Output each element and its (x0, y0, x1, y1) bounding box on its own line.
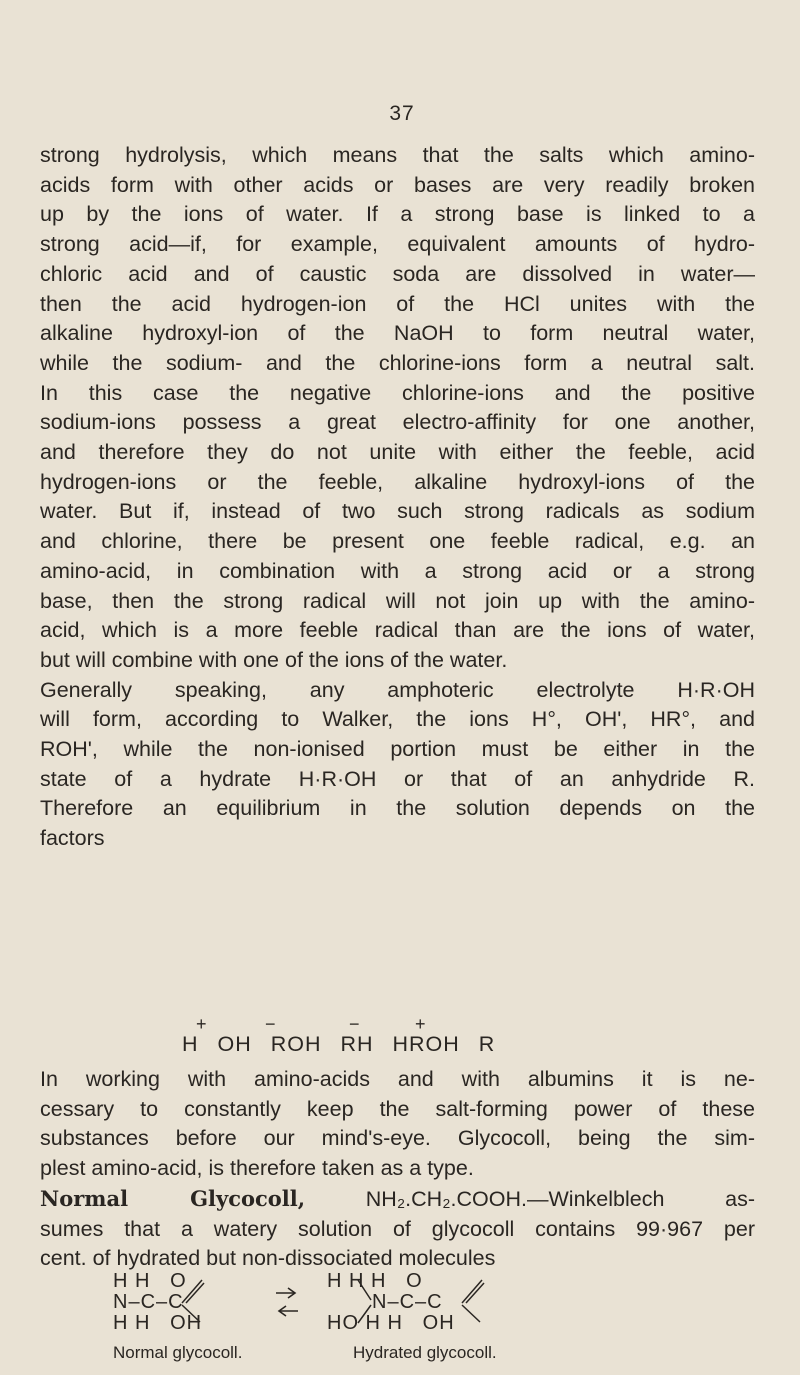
page-number: 37 (389, 102, 415, 125)
paragraph-2 (40, 676, 755, 854)
section-heading: Normal Glycocoll, (40, 1185, 306, 1211)
ion-factors: H OH ROH RH HROH R (182, 1032, 496, 1056)
formula-text: NH₂.CH₂.COOH.—Winkelblech as- (305, 1186, 755, 1211)
charge-sign: + (196, 1014, 207, 1034)
text-line: chloric acid and of caustic soda are dissolved in water— (40, 261, 755, 286)
text-line: but will combine with one of the ions of the water. (40, 647, 508, 672)
text-line: will form, according to Walker, the ions H°, OH', HR°, and (40, 707, 755, 732)
text-line: In working with amino-acids and with albumins it is ne- (40, 1067, 755, 1091)
hydrated-glycocoll-row-2: N–C–C (372, 1291, 443, 1313)
text-line: ROH', while the non-ionised portion must be either in the (40, 737, 755, 762)
text-line: state of a hydrate H·R·OH or that of an anhydride R. (40, 766, 755, 791)
text-line: acids form with other acids or bases are very readily broken (40, 172, 755, 197)
normal-glycocoll-row-1: H H O (113, 1270, 187, 1292)
text-line: up by the ions of water. If a strong base is linked to a (40, 202, 755, 227)
hydrated-glycocoll-caption: Hydrated glycocoll. (353, 1343, 497, 1362)
text-line: cessary to constantly keep the salt-forming power of these (40, 1096, 755, 1121)
bond-lines-left (180, 1274, 210, 1330)
normal-glycocoll-caption: Normal glycocoll. (113, 1343, 243, 1362)
text-line: strong acid—if, for example, equivalent amounts of hydro- (40, 232, 755, 257)
charge-sign: + (415, 1014, 426, 1034)
text-line: Therefore an equilibrium in the solution depends on the (40, 796, 755, 821)
paragraph-3 (40, 1065, 755, 1274)
normal-glycocoll-row-2: N–C–C (113, 1291, 184, 1313)
text-line: Generally speaking, any amphoteric electrolyte H·R·OH (40, 677, 755, 702)
text-line: substances before our mind's-eye. Glycocoll, being the sim- (40, 1126, 755, 1151)
text-line: and therefore they do not unite with either the feeble, acid (40, 440, 755, 465)
normal-glycocoll-row-3: H H OH (113, 1312, 203, 1334)
equilibrium-arrows-icon (272, 1283, 302, 1323)
body-text (40, 141, 755, 854)
text-line: In this case the negative chlorine-ions and the positive (40, 380, 755, 405)
text-line: and chlorine, there be present one feeble radical, e.g. an (40, 529, 755, 554)
text-line: water. But if, instead of two such strong radicals as sodium (40, 499, 755, 524)
charge-sign: − (349, 1014, 360, 1034)
hydrated-glycocoll-row-1: H H H O (327, 1270, 423, 1292)
text-line: strong hydrolysis, which means that the salts which amino- (40, 143, 755, 167)
text-line: alkaline hydroxyl-ion of the NaOH to form neutral water, (40, 321, 755, 346)
bond-lines-right (350, 1274, 500, 1330)
hydrated-glycocoll-row-3: HO H H OH (327, 1312, 455, 1334)
paragraph-1 (40, 141, 755, 676)
text-line: sodium-ions possess a great electro-affinity for one another, (40, 410, 755, 435)
text-line: factors (40, 826, 105, 851)
text-line: base, then the strong radical will not join up with the amino- (40, 588, 755, 613)
text-line: cent. of hydrated but non-dissociated molecules (40, 1246, 496, 1271)
text-line: while the sodium- and the chlorine-ions form a neutral salt. (40, 350, 755, 375)
text-line (40, 1184, 755, 1215)
text-line: plest amino-acid, is therefore taken as a type. (40, 1156, 474, 1181)
text-line: amino-acid, in combination with a strong acid or a strong (40, 558, 755, 583)
text-line: then the acid hydrogen-ion of the HCl unites with the (40, 291, 755, 316)
text-line: hydrogen-ions or the feeble, alkaline hydroxyl-ions of the (40, 469, 755, 494)
charge-sign: − (265, 1014, 276, 1034)
text-line: sumes that a watery solution of glycocoll contains 99·967 per (40, 1216, 755, 1241)
text-line: acid, which is a more feeble radical than are the ions of water, (40, 618, 755, 643)
